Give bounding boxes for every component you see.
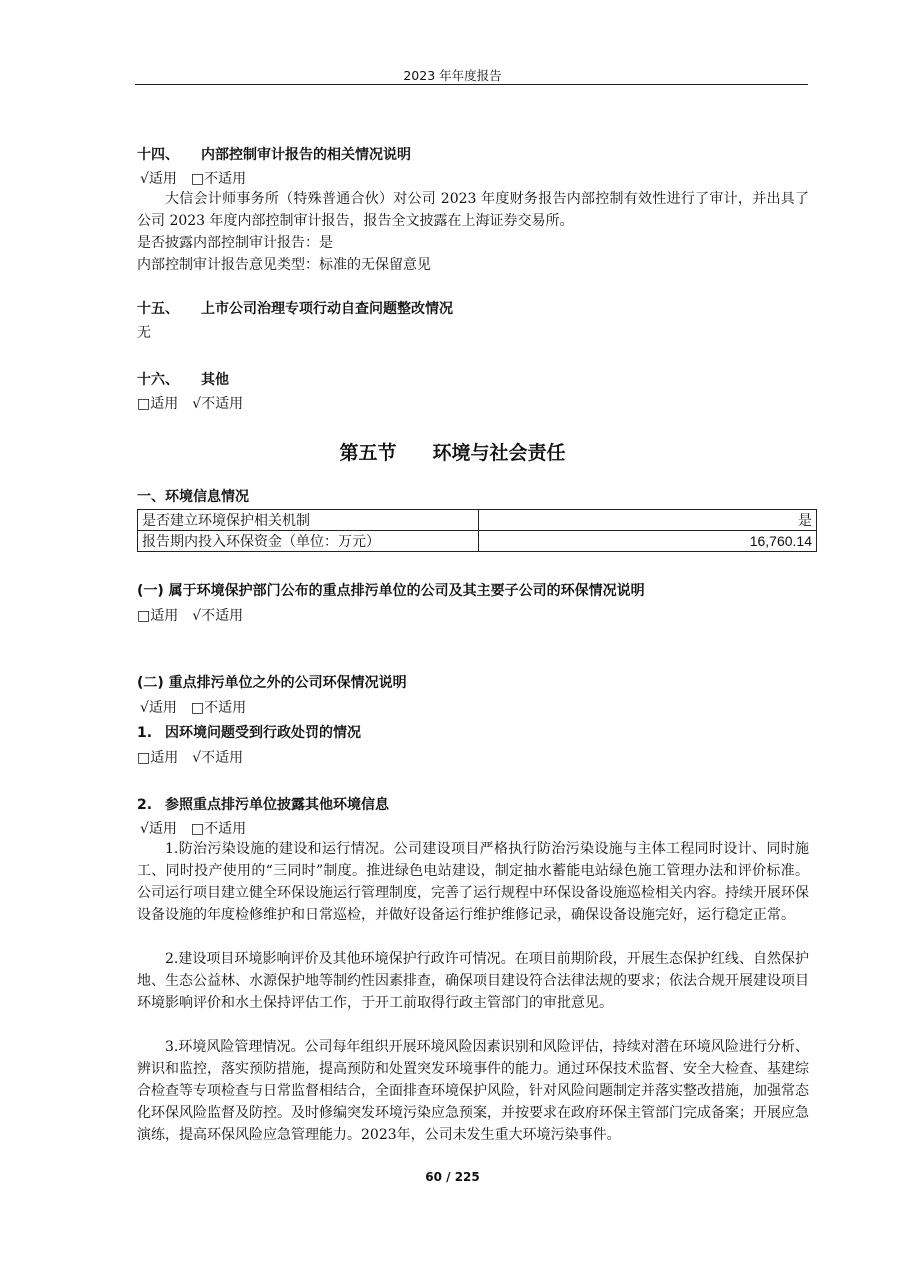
- not-applicable-option: □不适用: [190, 700, 247, 716]
- env-paragraph-1: 1.防治污染设施的建设和运行情况。公司建设项目严格执行防治污染设施与主体工程同时设计、同时施工、同时投产使用的“三同时”制度。推进绿色电站建设，制定抽水蓄能电站绿色施工管理办法和评价标准。公司运行项目建立健全环保设施运行管理制度，完善了运行规程中环保设备设施巡检相关内容。持续开展环保设备设施的年度检修维护和日常巡检，并做好设备运行维护维修记录，确保设备设施完好，运行稳定正常。: [137, 841, 809, 923]
- audit-opinion-type: 内部控制审计报告意见类型：标准的无保留意见: [137, 257, 431, 273]
- section-15-heading: [137, 298, 453, 318]
- table-cell-label: 是否建立环境保护相关机制: [138, 510, 479, 531]
- env-paragraph-3: 3.环境风险管理情况。公司每年组织开展环境风险因素识别和风险评估，持续对潜在环境风险进行分析、辨识和监控，落实预防措施，提高预防和处置突发环境事件的能力。通过环保技术监督、安全大检查、基建综合检查等专项检查与日常监督相结合，全面排查环境保护风险，针对风险问题制定并落实整改措施，加强常态化环保风险监督及防控。及时修编突发环境污染应急预案，并按要求在政府环保主管部门完成备案；开展应急演练，提高环保风险应急管理能力。2023年，公司未发生重大环境污染事件。: [137, 1039, 809, 1143]
- chapter-title: [0, 438, 905, 465]
- item-2-number: 2.: [137, 797, 153, 813]
- env-info-heading: 一、环境信息情况: [137, 489, 249, 505]
- not-applicable-option: □不适用: [190, 821, 247, 837]
- header-rule: [135, 84, 808, 85]
- item-2-applicability: [140, 818, 246, 838]
- not-applicable-option: √不适用: [192, 608, 244, 624]
- section-15-number: 十五、: [137, 301, 179, 317]
- table-row: [138, 531, 817, 552]
- page-header: 2023 年年度报告: [403, 68, 502, 83]
- subsection-2-applicability: [140, 697, 246, 717]
- section-14-title: 内部控制审计报告的相关情况说明: [201, 147, 411, 163]
- section-16-heading: [137, 369, 229, 389]
- item-1-heading: [137, 722, 361, 742]
- applicable-option: □适用: [137, 608, 179, 624]
- chapter-number: 第五节: [339, 442, 397, 464]
- applicable-option: □适用: [137, 396, 179, 412]
- item-1-title: 因环境问题受到行政处罚的情况: [165, 725, 361, 741]
- section-15-body: 无: [137, 325, 151, 341]
- item-1-number: 1.: [137, 725, 153, 741]
- item-2-heading: [137, 794, 389, 814]
- applicable-option: √适用: [140, 700, 177, 716]
- section-16-title: 其他: [201, 372, 229, 388]
- table-cell-value: 是: [479, 510, 817, 531]
- subsection-1-applicability: [137, 605, 243, 625]
- subsection-1-heading: (一) 属于环境保护部门公布的重点排污单位的公司及其主要子公司的环保情况说明: [137, 583, 645, 599]
- not-applicable-option: √不适用: [192, 396, 244, 412]
- section-14-heading: [137, 144, 411, 164]
- audit-report-disclosed: 是否披露内部控制审计报告：是: [137, 235, 333, 251]
- table-cell-label: 报告期内投入环保资金（单位：万元）: [138, 531, 479, 552]
- subsection-2-heading: (二) 重点排污单位之外的公司环保情况说明: [137, 675, 407, 691]
- section-14-number: 十四、: [137, 147, 179, 163]
- page-number: 60 / 225: [425, 1170, 480, 1184]
- item-1-applicability: [137, 747, 243, 767]
- table-row: [138, 510, 817, 531]
- section-16-number: 十六、: [137, 372, 179, 388]
- not-applicable-option: √不适用: [192, 750, 244, 766]
- section-14-paragraph: 大信会计师事务所（特殊普通合伙）对公司 2023 年度财务报告内部控制有效性进行了审计，并出具了公司 2023 年度内部控制审计报告，报告全文披露在上海证券交易所。: [137, 191, 809, 229]
- applicable-option: □适用: [137, 750, 179, 766]
- section-15-title: 上市公司治理专项行动自查问题整改情况: [201, 301, 453, 317]
- not-applicable-option: □不适用: [190, 171, 247, 187]
- chapter-name: 环境与社会责任: [432, 442, 566, 464]
- env-info-table: [137, 509, 817, 552]
- applicable-option: √适用: [140, 171, 177, 187]
- table-cell-value: 16,760.14: [479, 531, 817, 552]
- applicable-option: √适用: [140, 821, 177, 837]
- section-14-applicability: [140, 168, 246, 188]
- env-paragraph-2: 2.建设项目环境影响评价及其他环境保护行政许可情况。在项目前期阶段，开展生态保护红线、自然保护地、生态公益林、水源保护地等制约性因素排查，确保项目建设符合法律法规的要求；依法合规开展建设项目环境影响评价和水土保持评估工作，于开工前取得行政主管部门的审批意见。: [137, 951, 809, 1011]
- section-16-applicability: [137, 393, 243, 413]
- item-2-title: 参照重点排污单位披露其他环境信息: [165, 797, 389, 813]
